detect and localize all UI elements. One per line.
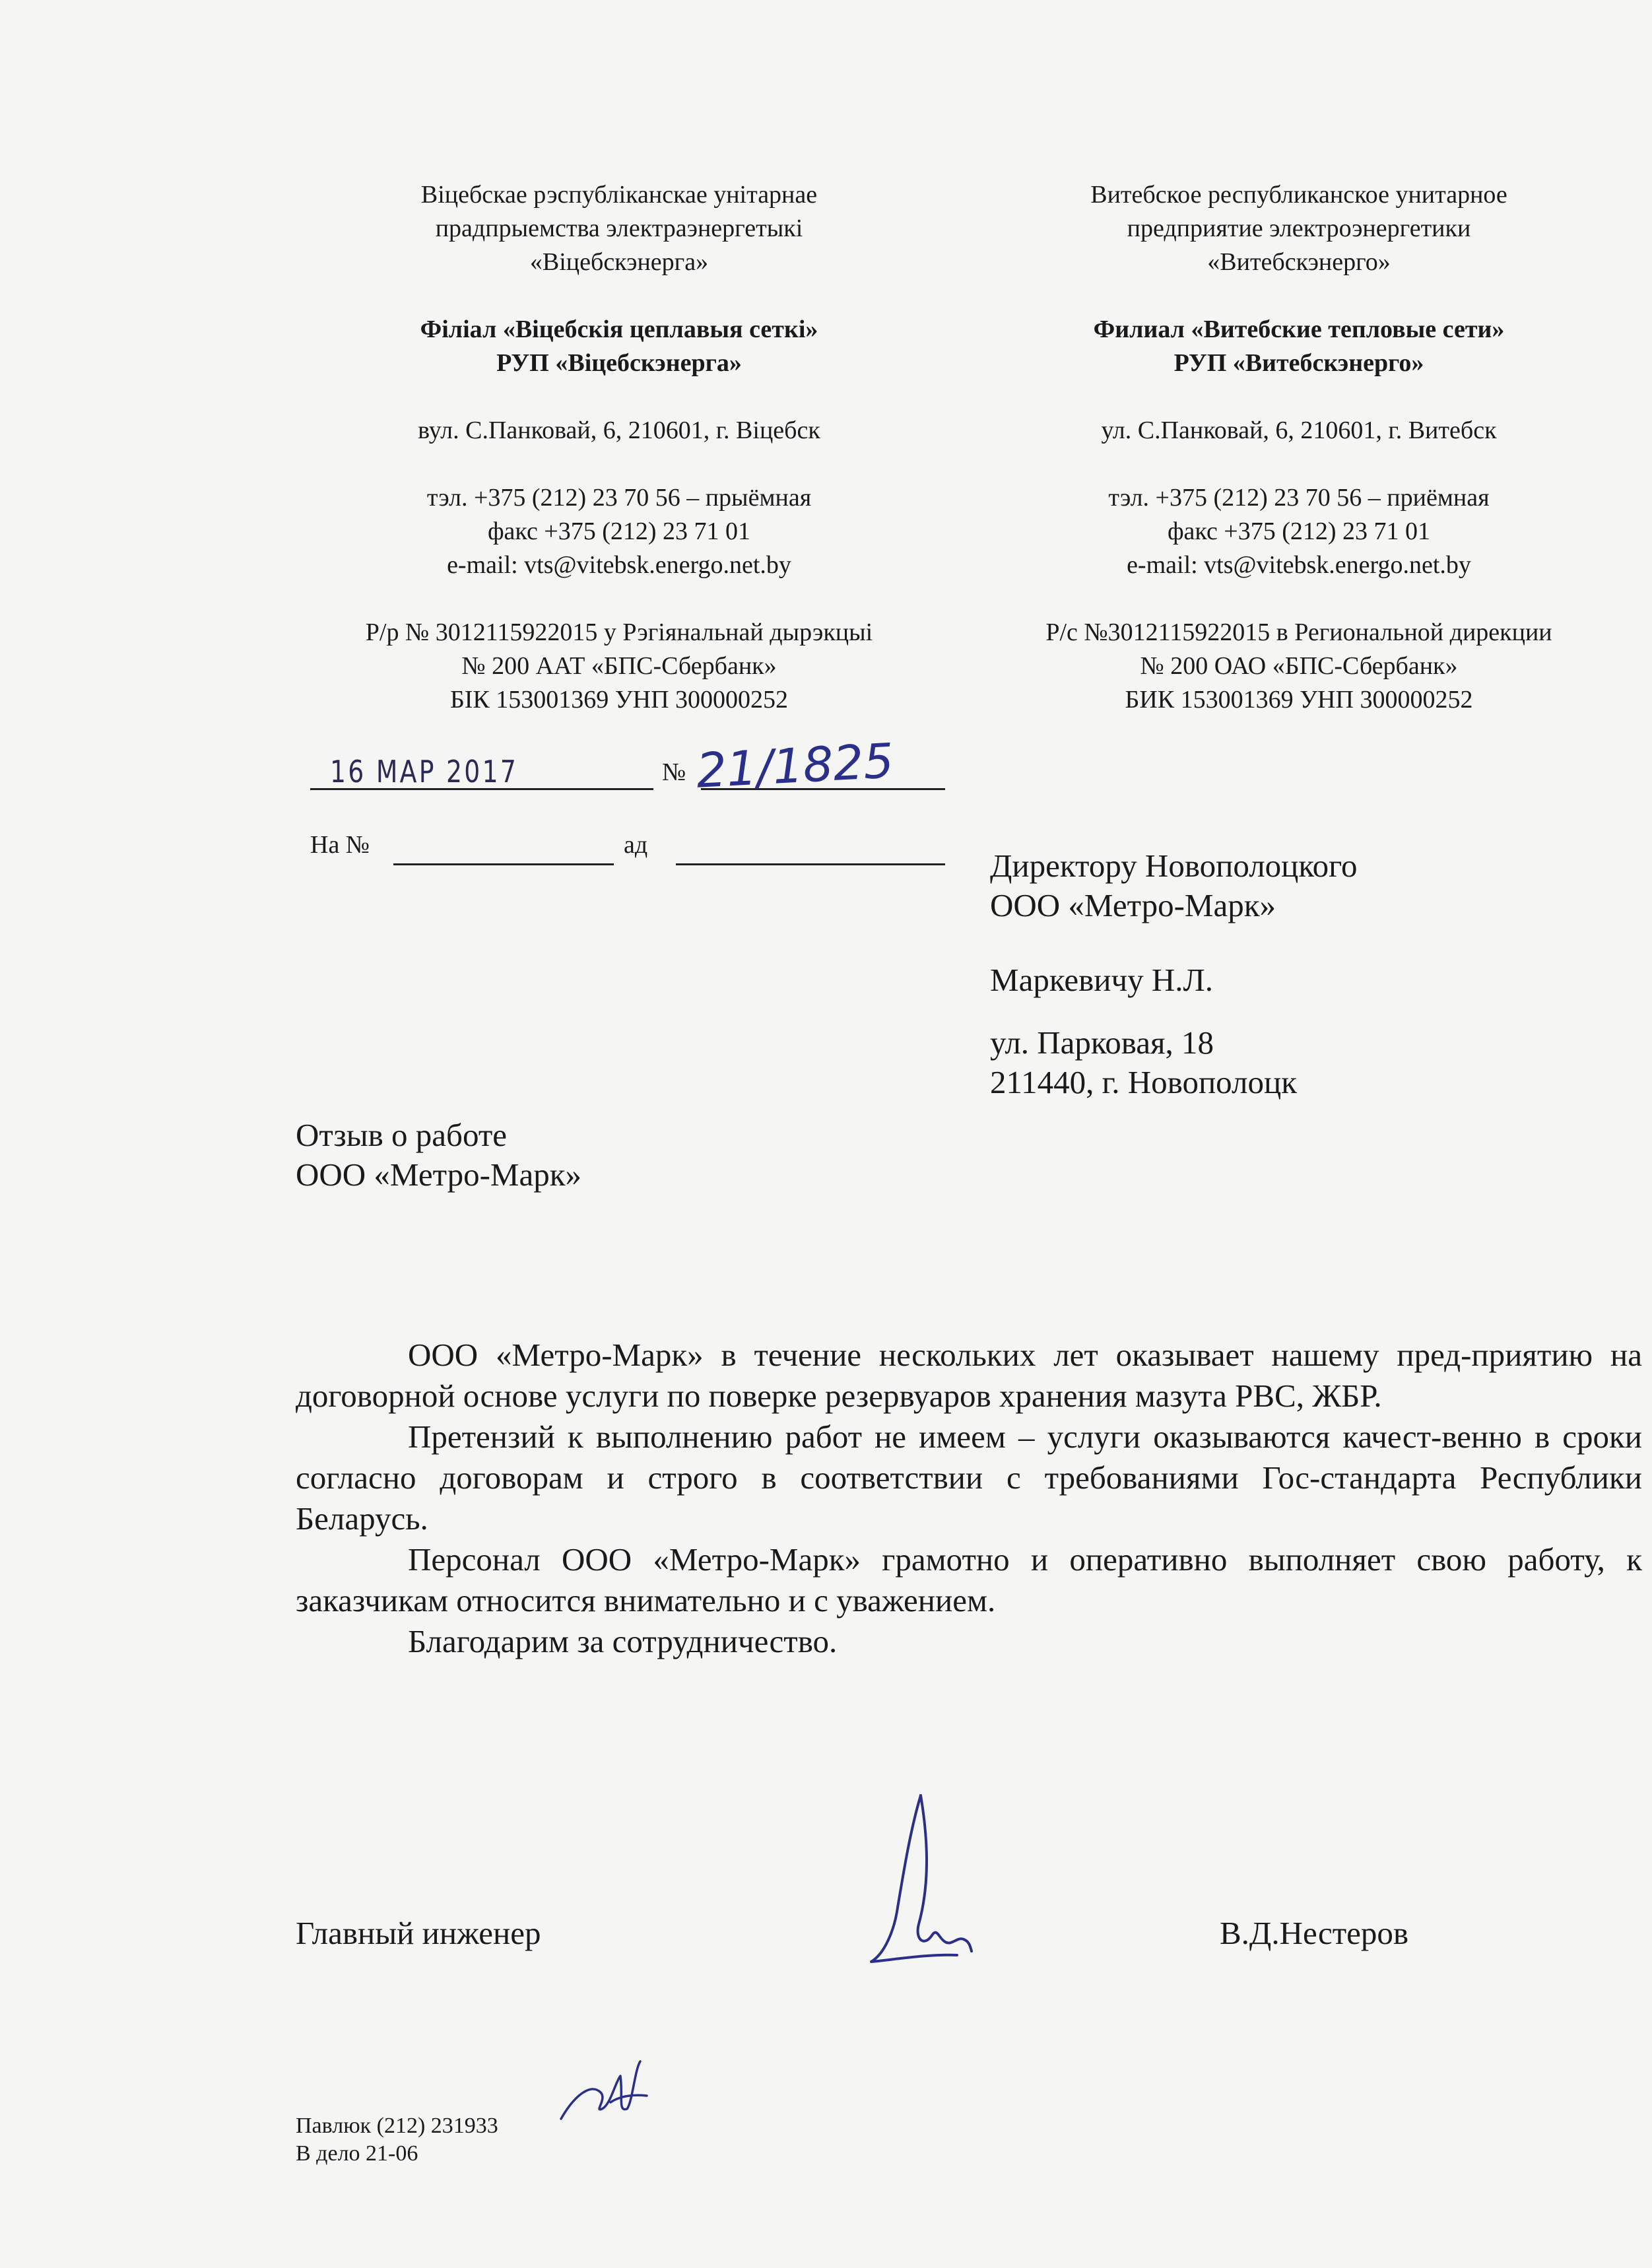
recipient-position: Директору Новополоцкого (990, 848, 1358, 884)
bank-be-1: Р/р № 3012115922015 у Рэгіянальнай дырэкцыі (365, 618, 873, 646)
fax-be: факс +375 (212) 23 71 01 (487, 517, 751, 545)
fax-ru: факс +375 (212) 23 71 01 (1167, 517, 1431, 545)
reply-from-label: ад (624, 831, 648, 859)
file-reference: В дело 21-06 (296, 2141, 418, 2166)
handwritten-signature-icon (858, 1789, 1016, 1980)
email-ru: e-mail: vts@vitebsk.energo.net.by (1127, 551, 1471, 579)
recipient-company: ООО «Метро-Марк» (990, 887, 1276, 923)
subject-line-1: Отзыв о работе (296, 1117, 508, 1153)
body-paragraph-4: Благодарим за сотрудничество. (408, 1623, 838, 1659)
reply-number-label: На № (310, 831, 370, 859)
date-stamp: 16 МАР 2017 (330, 754, 519, 789)
reply-number-line (393, 833, 614, 865)
letterhead-left (315, 178, 923, 717)
branch-name-be-1: Філіал «Віцебскія цеплавыя сеткі» (420, 316, 818, 343)
signatory-name: В.Д.Нестеров (1220, 1915, 1409, 1951)
org-name-ru-2: предприятие электроэнергетики (1127, 215, 1471, 242)
org-name-be-1: Віцебскае рэспубліканскае унітарнае (420, 181, 818, 209)
org-name-be-3: «Віцебскэнерга» (529, 248, 709, 276)
body-paragraph-2: Претензий к выполнению работ не имеем – услуги оказываются качест-венно в сроки согласно договорам и строго в соответствии с требованиями Гос-стандарта Республики Беларусь. (296, 1418, 1642, 1537)
letter-body (296, 1335, 1642, 1662)
bank-ru-1: Р/с №3012115922015 в Региональной дирекции (1045, 618, 1552, 646)
signatory-title: Главный инженер (296, 1915, 541, 1951)
recipient-street: ул. Парковая, 18 (990, 1024, 1214, 1061)
subject-line-2: ООО «Метро-Марк» (296, 1156, 582, 1193)
org-name-be-2: прадпрыемства электраэнергетыкі (435, 215, 803, 242)
letterhead-right (995, 178, 1602, 717)
recipient-address-block (990, 1023, 1297, 1102)
bank-ru-3: БИК 153001369 УНП 300000252 (1125, 686, 1473, 714)
branch-name-ru-1: Филиал «Витебские тепловые сети» (1093, 316, 1505, 343)
footer-block (296, 2112, 498, 2168)
letter-subject (296, 1116, 581, 1195)
bank-be-3: БІК 153001369 УНП 300000252 (449, 686, 789, 714)
recipient-city: 211440, г. Новополоцк (990, 1064, 1297, 1100)
email-be: e-mail: vts@vitebsk.energo.net.by (447, 551, 791, 579)
executor-initials-icon (554, 2056, 653, 2135)
reply-from-line (676, 833, 945, 865)
branch-name-ru-2: РУП «Витебскэнерго» (1173, 349, 1424, 377)
bank-be-2: № 200 ААТ «БПС-Сбербанк» (461, 652, 777, 680)
bank-ru-2: № 200 ОАО «БПС-Сбербанк» (1140, 652, 1458, 680)
body-paragraph-3: Персонал ООО «Метро-Марк» грамотно и оперативно выполняет свою работу, к заказчикам относится внимательно и с уважением. (296, 1541, 1642, 1618)
recipient-name: Маркевичу Н.Л. (990, 962, 1214, 998)
body-paragraph-1: ООО «Метро-Марк» в течение нескольких лет оказывает нашему пред-приятию на договорной основе услуги по поверке резервуаров хранения мазута РВС, ЖБР. (296, 1337, 1642, 1414)
branch-name-be-2: РУП «Віцебскэнерга» (496, 349, 742, 377)
phone-ru: тэл. +375 (212) 23 70 56 – приёмная (1108, 484, 1490, 512)
address-be: вул. С.Панковай, 6, 210601, г. Віцебск (418, 417, 820, 444)
recipient-block (990, 846, 1358, 925)
org-name-ru-1: Витебское республиканское унитарное (1090, 181, 1507, 209)
org-name-ru-3: «Витебскэнерго» (1207, 248, 1391, 276)
address-ru: ул. С.Панковай, 6, 210601, г. Витебск (1101, 417, 1497, 444)
recipient-name-block (990, 960, 1213, 1000)
handwritten-number: 21/1825 (695, 733, 896, 799)
executor-contact: Павлюк (212) 231933 (296, 2114, 498, 2138)
number-label: № (662, 758, 686, 786)
phone-be: тэл. +375 (212) 23 70 56 – прыёмная (426, 484, 812, 512)
